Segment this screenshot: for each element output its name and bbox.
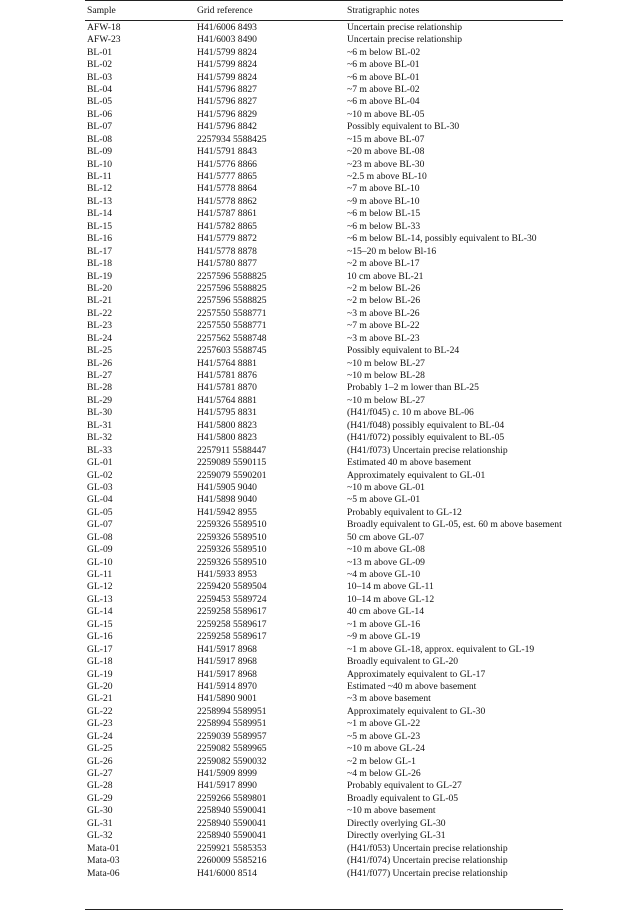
cell-sample: Mata-01: [87, 842, 120, 854]
cell-sample: GL-16: [87, 631, 113, 643]
header-sample: Sample: [87, 5, 116, 16]
cell-grid-reference: 2259921 5585353: [197, 842, 267, 854]
cell-stratigraphic-notes: ~3 m above BL-23: [347, 332, 420, 344]
table-row: [85, 731, 563, 743]
table-row: [85, 519, 563, 531]
table-row: [85, 643, 563, 655]
cell-grid-reference: 2257596 5588825: [197, 282, 267, 294]
cell-grid-reference: H41/5781 8870: [197, 382, 257, 394]
cell-stratigraphic-notes: ~1 m above GL-16: [347, 618, 421, 630]
cell-sample: GL-30: [87, 805, 113, 817]
header-stratigraphic-notes: Stratigraphic notes: [347, 5, 420, 16]
cell-grid-reference: H41/6003 8490: [197, 34, 257, 46]
cell-sample: GL-18: [87, 656, 113, 668]
table-row: [85, 221, 563, 233]
cell-stratigraphic-notes: ~9 m above GL-19: [347, 631, 421, 643]
table-row: [85, 20, 563, 34]
cell-grid-reference: 2259089 5590115: [197, 457, 267, 469]
cell-sample: BL-24: [87, 332, 113, 344]
table-row: [85, 146, 563, 158]
cell-sample: BL-07: [87, 121, 113, 133]
cell-grid-reference: H41/5780 8877: [197, 258, 257, 270]
cell-sample: GL-28: [87, 780, 113, 792]
cell-grid-reference: H41/5799 8824: [197, 71, 257, 83]
cell-grid-reference: 2257934 5588425: [197, 133, 267, 145]
cell-stratigraphic-notes: Estimated ~40 m above basement: [347, 680, 477, 692]
cell-grid-reference: H41/5799 8824: [197, 59, 257, 71]
table-row: [85, 295, 563, 307]
cell-sample: BL-11: [87, 171, 112, 183]
cell-grid-reference: H41/5917 8990: [197, 780, 257, 792]
cell-sample: BL-32: [87, 432, 113, 444]
cell-stratigraphic-notes: ~15–20 m below Bl-16: [347, 245, 437, 257]
table-row: [85, 420, 563, 432]
cell-stratigraphic-notes: (H41/f077) Uncertain precise relationship: [347, 867, 508, 879]
cell-stratigraphic-notes: (H41/f053) Uncertain precise relationship: [347, 842, 508, 854]
cell-sample: BL-08: [87, 133, 113, 145]
table-row: [85, 469, 563, 481]
cell-grid-reference: H41/5917 8968: [197, 668, 257, 680]
table-row: [85, 556, 563, 568]
cell-sample: BL-25: [87, 345, 113, 357]
cell-sample: GL-01: [87, 457, 113, 469]
cell-stratigraphic-notes: Possibly equivalent to BL-30: [347, 121, 460, 133]
cell-stratigraphic-notes: Uncertain precise relationship: [347, 22, 463, 33]
cell-sample: BL-29: [87, 394, 113, 406]
cell-stratigraphic-notes: ~4 m above GL-10: [347, 569, 421, 581]
cell-grid-reference: H41/5778 8864: [197, 183, 257, 195]
table-row: [85, 96, 563, 108]
cell-stratigraphic-notes: ~10 m above GL-08: [347, 544, 425, 556]
table-row: [85, 793, 563, 805]
cell-stratigraphic-notes: ~15 m above BL-07: [347, 133, 425, 145]
table-row: [85, 482, 563, 494]
cell-grid-reference: H41/5787 8861: [197, 208, 257, 220]
cell-sample: BL-17: [87, 245, 113, 257]
cell-grid-reference: H41/5776 8866: [197, 158, 257, 170]
cell-stratigraphic-notes: ~10 m above GL-01: [347, 481, 425, 493]
cell-stratigraphic-notes: ~2 m above BL-17: [347, 258, 420, 270]
table-row: [85, 208, 563, 220]
cell-grid-reference: H41/5905 9040: [197, 481, 257, 493]
cell-stratigraphic-notes: ~10 m below BL-28: [347, 370, 425, 382]
cell-stratigraphic-notes: 10 cm above BL-21: [347, 270, 424, 282]
header-grid-reference: Grid reference: [197, 5, 253, 16]
table-row: [85, 258, 563, 270]
cell-sample: AFW-18: [87, 22, 121, 33]
cell-stratigraphic-notes: 10–14 m above GL-11: [347, 581, 434, 593]
cell-grid-reference: H41/5942 8955: [197, 506, 257, 518]
cell-sample: BL-03: [87, 71, 113, 83]
cell-grid-reference: H41/5764 8881: [197, 394, 257, 406]
cell-grid-reference: 2258940 5590041: [197, 817, 267, 829]
cell-grid-reference: H41/5898 9040: [197, 494, 257, 506]
cell-stratigraphic-notes: Approximately equivalent to GL-30: [347, 705, 486, 717]
cell-grid-reference: H41/5795 8831: [197, 407, 257, 419]
cell-stratigraphic-notes: ~6 m above BL-01: [347, 71, 420, 83]
table-row: [85, 270, 563, 282]
table-row: [85, 606, 563, 618]
cell-grid-reference: 2258994 5589951: [197, 718, 267, 730]
table-row: [85, 507, 563, 519]
cell-grid-reference: H41/5890 9001: [197, 693, 257, 705]
table-row: [85, 121, 563, 133]
cell-sample: BL-23: [87, 320, 113, 332]
cell-stratigraphic-notes: ~6 m above BL-01: [347, 59, 420, 71]
table-row: [85, 681, 563, 693]
cell-stratigraphic-notes: ~1 m above GL-18, approx. equivalent to GL-19: [347, 643, 535, 655]
cell-grid-reference: H41/5800 8823: [197, 419, 257, 431]
cell-sample: GL-27: [87, 768, 113, 780]
table-header-row: [85, 0, 563, 20]
table-row: [85, 668, 563, 680]
cell-stratigraphic-notes: ~23 m above BL-30: [347, 158, 425, 170]
cell-sample: BL-13: [87, 195, 113, 207]
cell-stratigraphic-notes: ~2.5 m above BL-10: [347, 171, 427, 183]
cell-stratigraphic-notes: Broadly equivalent to GL-05: [347, 792, 459, 804]
cell-stratigraphic-notes: (H41/f073) Uncertain precise relationship: [347, 444, 508, 456]
cell-stratigraphic-notes: ~6 m below BL-33: [347, 220, 421, 232]
table-row: [85, 59, 563, 71]
cell-stratigraphic-notes: ~5 m above GL-23: [347, 730, 421, 742]
cell-grid-reference: 2257596 5588825: [197, 295, 267, 307]
table-row: [85, 444, 563, 456]
table-row: [85, 320, 563, 332]
cell-grid-reference: 2259258 5589617: [197, 606, 267, 618]
cell-grid-reference: H41/5933 8953: [197, 569, 257, 581]
table-row: [85, 830, 563, 842]
cell-sample: GL-03: [87, 481, 113, 493]
cell-sample: BL-22: [87, 307, 113, 319]
table-row: [85, 457, 563, 469]
cell-grid-reference: 2259326 5589510: [197, 556, 267, 568]
cell-stratigraphic-notes: 10–14 m above GL-12: [347, 593, 435, 605]
cell-grid-reference: H41/5779 8872: [197, 233, 257, 245]
table-row: [85, 283, 563, 295]
cell-grid-reference: H41/5917 8968: [197, 643, 257, 655]
cell-stratigraphic-notes: ~3 m above BL-26: [347, 307, 420, 319]
table-row: [85, 345, 563, 357]
table-row: [85, 432, 563, 444]
cell-stratigraphic-notes: (H41/f072) possibly equivalent to BL-05: [347, 432, 505, 444]
cell-grid-reference: H41/6000 8514: [197, 867, 257, 879]
table-row: [85, 693, 563, 705]
cell-stratigraphic-notes: (H41/f048) possibly equivalent to BL-04: [347, 419, 505, 431]
cell-sample: Mata-06: [87, 867, 120, 879]
cell-sample: GL-25: [87, 743, 113, 755]
table-row: [85, 768, 563, 780]
cell-stratigraphic-notes: ~3 m above basement: [347, 693, 431, 705]
cell-sample: GL-32: [87, 830, 113, 842]
cell-stratigraphic-notes: 40 cm above GL-14: [347, 606, 424, 618]
cell-grid-reference: 2257603 5588745: [197, 345, 267, 357]
cell-grid-reference: 2258940 5590041: [197, 830, 267, 842]
cell-stratigraphic-notes: ~1 m above GL-22: [347, 718, 421, 730]
cell-stratigraphic-notes: (H41/f074) Uncertain precise relationship: [347, 855, 508, 867]
cell-grid-reference: 2258940 5590041: [197, 805, 267, 817]
cell-grid-reference: 2257596 5588825: [197, 270, 267, 282]
table-row: [85, 855, 563, 867]
cell-grid-reference: 2259258 5589617: [197, 631, 267, 643]
cell-sample: Mata-03: [87, 855, 120, 867]
cell-sample: GL-31: [87, 817, 113, 829]
cell-grid-reference: 2259453 5589724: [197, 593, 267, 605]
cell-grid-reference: 2259082 5590032: [197, 755, 267, 767]
cell-stratigraphic-notes: ~7 m above BL-10: [347, 183, 420, 195]
cell-stratigraphic-notes: ~6 m above BL-04: [347, 96, 420, 108]
cell-sample: BL-30: [87, 407, 113, 419]
cell-sample: GL-12: [87, 581, 113, 593]
cell-stratigraphic-notes: Possibly equivalent to BL-24: [347, 345, 460, 357]
cell-stratigraphic-notes: ~6 m below BL-14, possibly equivalent to BL-30: [347, 233, 537, 245]
cell-stratigraphic-notes: ~6 m below BL-15: [347, 208, 421, 220]
cell-stratigraphic-notes: ~10 m below BL-27: [347, 394, 425, 406]
cell-sample: GL-07: [87, 519, 113, 531]
cell-grid-reference: 2259266 5589801: [197, 792, 267, 804]
cell-stratigraphic-notes: ~20 m above BL-08: [347, 146, 425, 158]
cell-grid-reference: H41/5777 8865: [197, 171, 257, 183]
samples-table: [85, 0, 563, 880]
table-row: [85, 805, 563, 817]
cell-stratigraphic-notes: Approximately equivalent to GL-01: [347, 469, 486, 481]
table-row: [85, 171, 563, 183]
cell-stratigraphic-notes: Probably equivalent to GL-12: [347, 506, 462, 518]
cell-grid-reference: 2259326 5589510: [197, 544, 267, 556]
cell-stratigraphic-notes: ~10 m above basement: [347, 805, 436, 817]
cell-grid-reference: 2259082 5589965: [197, 743, 267, 755]
cell-grid-reference: H41/5917 8968: [197, 656, 257, 668]
cell-grid-reference: H41/5778 8878: [197, 245, 257, 257]
cell-sample: BL-14: [87, 208, 113, 220]
table-row: [85, 333, 563, 345]
cell-sample: BL-20: [87, 282, 113, 294]
cell-grid-reference: H41/5796 8842: [197, 121, 257, 133]
cell-sample: GL-02: [87, 469, 113, 481]
cell-sample: GL-15: [87, 618, 113, 630]
cell-stratigraphic-notes: ~7 m above BL-22: [347, 320, 420, 332]
table-row: [85, 532, 563, 544]
cell-sample: GL-09: [87, 544, 113, 556]
cell-sample: GL-14: [87, 606, 113, 618]
table-row: [85, 84, 563, 96]
cell-sample: BL-12: [87, 183, 113, 195]
cell-sample: BL-06: [87, 108, 113, 120]
cell-stratigraphic-notes: ~2 m below GL-1: [347, 755, 416, 767]
cell-stratigraphic-notes: Directly overlying GL-30: [347, 817, 446, 829]
cell-stratigraphic-notes: Directly overlying GL-31: [347, 830, 446, 842]
cell-sample: BL-05: [87, 96, 113, 108]
table-row: [85, 46, 563, 58]
cell-sample: BL-16: [87, 233, 113, 245]
cell-stratigraphic-notes: ~10 m above BL-05: [347, 108, 425, 120]
cell-stratigraphic-notes: ~7 m above BL-02: [347, 83, 420, 95]
cell-grid-reference: 2257550 5588771: [197, 307, 267, 319]
cell-sample: GL-26: [87, 755, 113, 767]
cell-stratigraphic-notes: Probably 1–2 m lower than BL-25: [347, 382, 479, 394]
table-row: [85, 158, 563, 170]
table-row: [85, 308, 563, 320]
cell-stratigraphic-notes: ~10 m below BL-27: [347, 357, 425, 369]
cell-stratigraphic-notes: Approximately equivalent to GL-17: [347, 668, 486, 680]
cell-sample: BL-28: [87, 382, 113, 394]
cell-grid-reference: H41/5796 8829: [197, 108, 257, 120]
cell-sample: GL-23: [87, 718, 113, 730]
table-row: [85, 718, 563, 730]
cell-sample: GL-29: [87, 792, 113, 804]
cell-sample: GL-17: [87, 643, 113, 655]
cell-grid-reference: 2259326 5589510: [197, 531, 267, 543]
cell-grid-reference: H41/5782 8865: [197, 220, 257, 232]
table-row: [85, 183, 563, 195]
cell-sample: BL-33: [87, 444, 113, 456]
cell-sample: GL-22: [87, 705, 113, 717]
table-row: [85, 34, 563, 46]
cell-sample: BL-21: [87, 295, 113, 307]
cell-sample: GL-05: [87, 506, 113, 518]
cell-grid-reference: 2257562 5588748: [197, 332, 267, 344]
table-row: [85, 780, 563, 792]
table-row: [85, 631, 563, 643]
table-row: [85, 619, 563, 631]
cell-sample: BL-09: [87, 146, 113, 158]
table-row: [85, 370, 563, 382]
cell-grid-reference: 2257550 5588771: [197, 320, 267, 332]
table-row: [85, 818, 563, 830]
cell-grid-reference: 2257911 5588447: [197, 444, 267, 456]
table-row: [85, 706, 563, 718]
cell-grid-reference: H41/5781 8876: [197, 370, 257, 382]
cell-grid-reference: H41/6006 8493: [197, 22, 257, 33]
cell-stratigraphic-notes: Estimated 40 m above basement: [347, 457, 472, 469]
cell-grid-reference: 2259258 5589617: [197, 618, 267, 630]
cell-sample: GL-04: [87, 494, 113, 506]
cell-sample: GL-10: [87, 556, 113, 568]
cell-grid-reference: H41/5796 8827: [197, 96, 257, 108]
cell-grid-reference: H41/5791 8843: [197, 146, 257, 158]
cell-sample: BL-10: [87, 158, 113, 170]
cell-sample: GL-24: [87, 730, 113, 742]
table-row: [85, 494, 563, 506]
cell-stratigraphic-notes: Probably equivalent to GL-27: [347, 780, 462, 792]
cell-stratigraphic-notes: ~5 m above GL-01: [347, 494, 421, 506]
cell-sample: BL-15: [87, 220, 113, 232]
table-row: [85, 867, 563, 879]
table-row: [85, 109, 563, 121]
table-row: [85, 743, 563, 755]
cell-stratigraphic-notes: Broadly equivalent to GL-20: [347, 656, 459, 668]
table-row: [85, 581, 563, 593]
table-row: [85, 357, 563, 369]
table-row: [85, 842, 563, 854]
cell-stratigraphic-notes: Uncertain precise relationship: [347, 34, 463, 46]
cell-sample: BL-19: [87, 270, 113, 282]
cell-stratigraphic-notes: Broadly equivalent to GL-05, est. 60 m above basement: [347, 519, 562, 531]
cell-stratigraphic-notes: 50 cm above GL-07: [347, 531, 424, 543]
table-row: [85, 395, 563, 407]
table-row: [85, 594, 563, 606]
table-bottom-rule: [85, 909, 563, 910]
cell-sample: GL-20: [87, 680, 113, 692]
cell-sample: BL-26: [87, 357, 113, 369]
table-row: [85, 196, 563, 208]
cell-sample: BL-27: [87, 370, 113, 382]
cell-stratigraphic-notes: ~2 m below BL-26: [347, 295, 421, 307]
table-row: [85, 407, 563, 419]
table-row: [85, 656, 563, 668]
table-row: [85, 569, 563, 581]
cell-grid-reference: 2259326 5589510: [197, 519, 267, 531]
cell-grid-reference: 2259039 5589957: [197, 730, 267, 742]
cell-sample: BL-02: [87, 59, 113, 71]
cell-sample: AFW-23: [87, 34, 121, 46]
cell-grid-reference: 2259420 5589504: [197, 581, 267, 593]
cell-stratigraphic-notes: ~9 m above BL-10: [347, 195, 420, 207]
cell-grid-reference: H41/5764 8881: [197, 357, 257, 369]
cell-grid-reference: 2258994 5589951: [197, 705, 267, 717]
cell-stratigraphic-notes: ~10 m above GL-24: [347, 743, 425, 755]
table-row: [85, 71, 563, 83]
cell-sample: BL-31: [87, 419, 113, 431]
cell-grid-reference: H41/5796 8827: [197, 83, 257, 95]
cell-sample: BL-01: [87, 46, 113, 58]
cell-stratigraphic-notes: ~13 m above GL-09: [347, 556, 425, 568]
cell-grid-reference: H41/5909 8999: [197, 768, 257, 780]
table-row: [85, 382, 563, 394]
cell-sample: BL-04: [87, 83, 113, 95]
table-row: [85, 233, 563, 245]
table-body: [85, 20, 563, 880]
table-row: [85, 245, 563, 257]
table-row: [85, 755, 563, 767]
table-row: [85, 544, 563, 556]
cell-grid-reference: H41/5799 8824: [197, 46, 257, 58]
cell-stratigraphic-notes: ~6 m below BL-02: [347, 46, 421, 58]
cell-sample: GL-08: [87, 531, 113, 543]
cell-sample: GL-11: [87, 569, 113, 581]
cell-grid-reference: 2260009 5585216: [197, 855, 267, 867]
cell-stratigraphic-notes: ~2 m below BL-26: [347, 282, 421, 294]
cell-stratigraphic-notes: (H41/f045) c. 10 m above BL-06: [347, 407, 474, 419]
table-row: [85, 134, 563, 146]
cell-grid-reference: 2259079 5590201: [197, 469, 267, 481]
cell-grid-reference: H41/5800 8823: [197, 432, 257, 444]
cell-sample: GL-19: [87, 668, 113, 680]
cell-grid-reference: H41/5914 8970: [197, 680, 257, 692]
cell-grid-reference: H41/5778 8862: [197, 195, 257, 207]
cell-sample: BL-18: [87, 258, 113, 270]
cell-stratigraphic-notes: ~4 m below GL-26: [347, 768, 421, 780]
cell-sample: GL-13: [87, 593, 113, 605]
cell-sample: GL-21: [87, 693, 113, 705]
